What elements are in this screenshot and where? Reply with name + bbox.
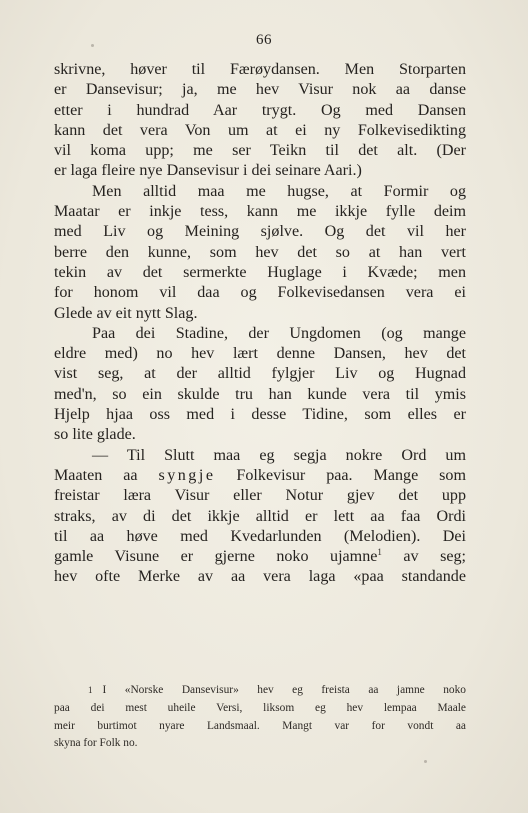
text-line: er laga fleire nye Dansevisur i dei seinare Aari.) [54, 162, 362, 180]
text-line: Maatar er inkje tess, kann me ikkje fylle deim [54, 203, 466, 221]
body-text [54, 60, 466, 588]
footnote-line: paa dei mest uheile Versi, liksom eg hev lempaa Maale [54, 701, 466, 714]
paragraph-start: — Til Slutt maa eg segja nokre Ord um [92, 446, 466, 464]
text-line: etter i hundrad Aar trygt. Og med Dansen [54, 101, 466, 119]
text-line: freistar læra Visur eller Notur gjev det upp [54, 487, 466, 505]
text-line: skrivne, høver til Færøydansen. Men Storparten [54, 61, 466, 78]
footnote [54, 682, 466, 753]
text-segment: Maaten aa [54, 466, 159, 484]
print-speck [424, 760, 427, 763]
footnote-text: I «Norske Dansevisur» hev eg freista aa jamne noko [102, 684, 466, 696]
text-line: so lite glade. [54, 426, 136, 444]
text-line [54, 466, 466, 486]
text-segment: av seg; [381, 548, 466, 566]
text-line: straks, av di det ikkje alltid er lett aa faa Ordi [54, 507, 466, 525]
footnote-reference: 1 [377, 547, 382, 558]
text-segment: Folkevisur paa. Mange som [215, 466, 466, 484]
text-line: for honom vil daa og Folkevisedansen vera ei [54, 284, 466, 302]
paragraph-start: Men alltid maa me hugse, at Formir og [92, 182, 466, 200]
text-line: eldre med) no hev lært denne Dansen, hev det [54, 345, 466, 363]
text-line: med Liv og Meining sjølve. Og det vil her [54, 223, 466, 241]
footnote-line: meir burtimot nyare Landsmaal. Mangt var for vondt aa [54, 719, 466, 732]
text-line [54, 547, 466, 567]
text-line: til aa høve med Kvedarlunden (Melodien). Dei [54, 527, 466, 545]
footnote-marker: 1 [88, 685, 93, 695]
text-line: vist seg, at der alltid fylgjer Liv og Hugnad [54, 365, 466, 383]
page-number: 66 [256, 32, 272, 48]
text-line: kann det vera Von um at ei ny Folkevisedikting [54, 121, 466, 139]
text-line: vil koma upp; me ser Teikn til det alt. (Der [54, 142, 466, 160]
text-line: med'n, so ein skulde tru han kunde vera til ymis [54, 385, 466, 403]
text-line: Hjelp hjaa oss med i desse Tidine, som elles er [54, 406, 466, 424]
paragraph-start: Paa dei Stadine, der Ungdomen (og mange [92, 324, 466, 342]
footnote-line: skyna for Folk no. [54, 737, 138, 750]
text-line: berre den kunne, som hev det so at han vert [54, 243, 466, 261]
text-segment: gamle Visune er gjerne noko ujamne [54, 548, 378, 566]
spaced-emphasis: syngje [158, 466, 216, 484]
footnote-line [54, 682, 466, 700]
text-line: er Dansevisur; ja, me hev Visur nok aa danse [54, 81, 466, 99]
text-line: tekin av det sermerkte Huglage i Kvæde; men [54, 263, 466, 281]
text-line: Glede av eit nytt Slag. [54, 304, 198, 322]
text-line: hev ofte Merke av aa vera laga «paa standande [54, 568, 466, 586]
